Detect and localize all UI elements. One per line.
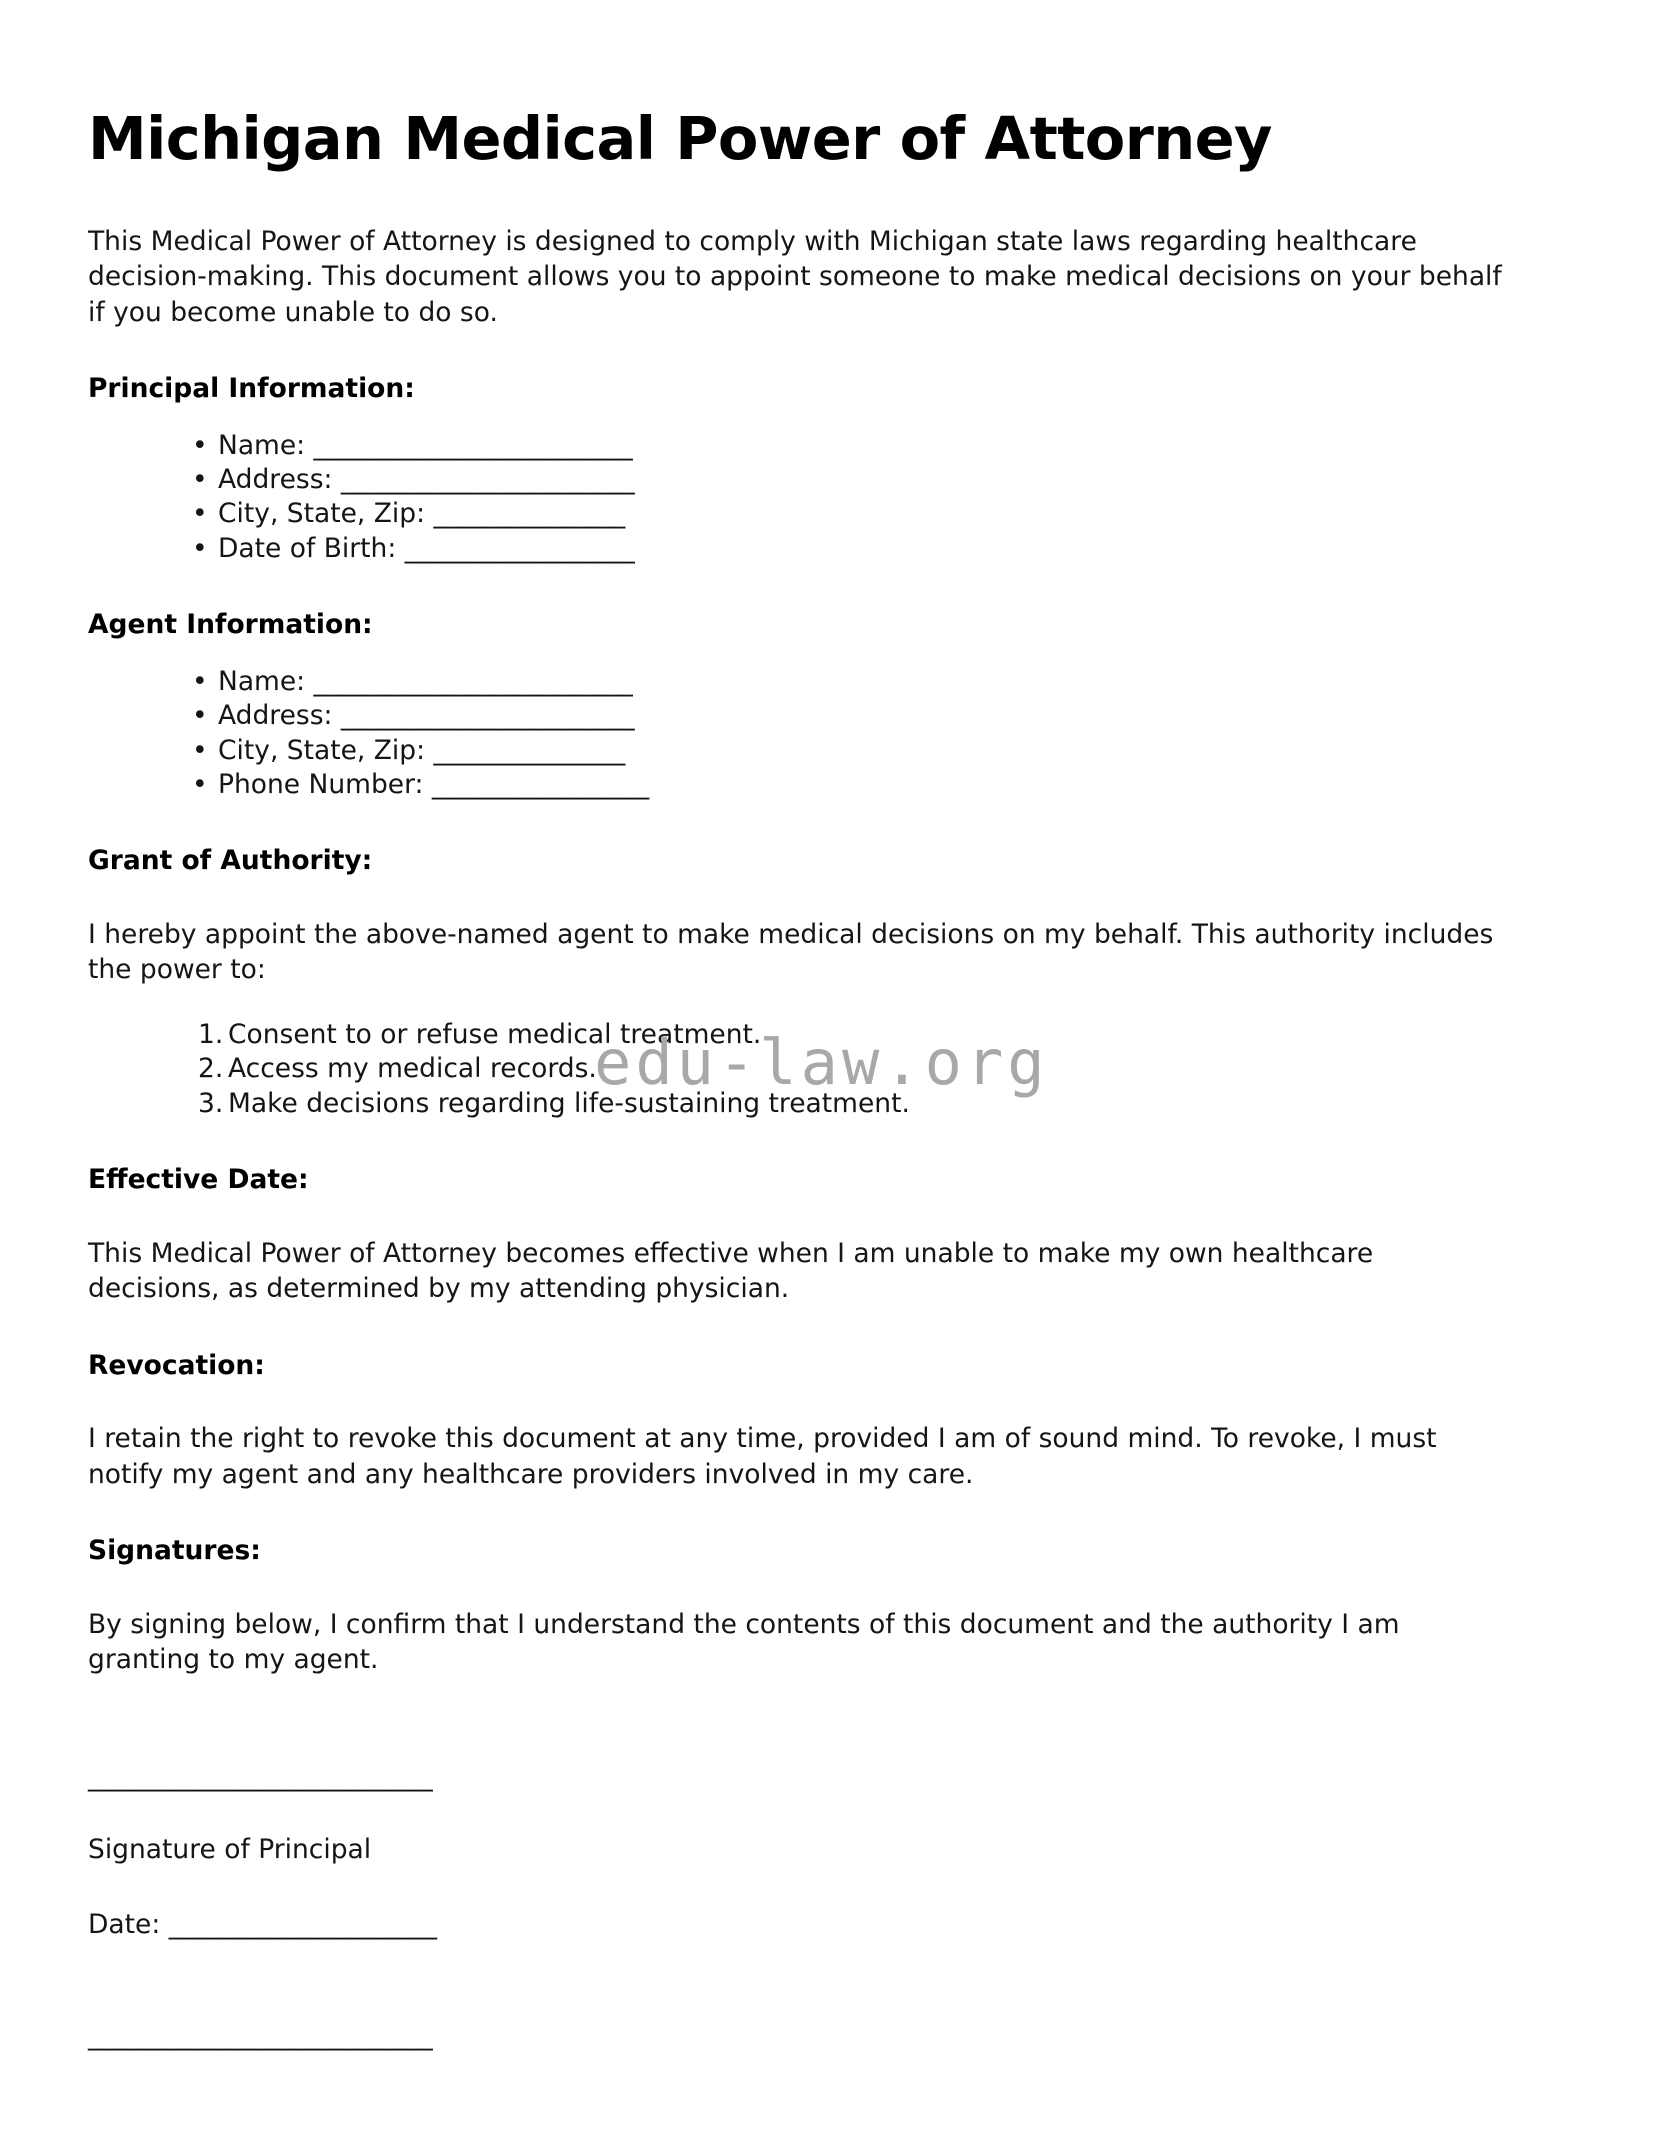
grant-of-authority-body: I hereby appoint the above-named agent to make medical decisions on my behalf. This authority includes the power to:: [88, 918, 1494, 986]
section-heading-revocation: Revocation:: [88, 1349, 265, 1381]
list-item: [192, 734, 1512, 768]
list-item: [192, 665, 1512, 699]
section-heading-signatures: Signatures:: [88, 1535, 261, 1567]
list-item: [192, 699, 1512, 733]
field-label: Name:: [218, 665, 306, 697]
bullet-icon: •: [192, 532, 208, 564]
bullet-icon: •: [192, 463, 208, 495]
field-blank-line[interactable]: _______________: [433, 734, 625, 766]
list-item-text: Access my medical records.: [228, 1053, 597, 1085]
field-label: City, State, Zip:: [218, 498, 426, 530]
list-number: 3.: [198, 1087, 224, 1119]
date-blank-line[interactable]: _____________________: [168, 1909, 437, 1941]
field-blank-line[interactable]: _________________________: [313, 429, 633, 461]
principal-signature-line[interactable]: ___________________________: [88, 1760, 433, 1792]
section-heading-principal-information: Principal Information:: [88, 373, 415, 405]
principal-date-line: [88, 1907, 1512, 1943]
field-blank-line[interactable]: _________________: [431, 769, 649, 801]
section-heading-grant-of-authority: Grant of Authority:: [88, 845, 373, 877]
field-blank-line[interactable]: _______________: [433, 498, 625, 530]
date-label: Date:: [88, 1909, 161, 1941]
list-item-text: Consent to or refuse medical treatment.: [228, 1018, 762, 1050]
intro-paragraph: This Medical Power of Attorney is designed to comply with Michigan state laws regarding healthcare decision-making. This document allows you to appoint someone to make medical decisions on your behalf if you become unable to do so.: [88, 225, 1502, 328]
field-label: City, State, Zip:: [218, 734, 426, 766]
signatures-body: By signing below, I confirm that I understand the contents of this document and the authority I am granting to my agent.: [88, 1608, 1400, 1676]
list-item-text: Make decisions regarding life-sustaining treatment.: [228, 1087, 910, 1119]
field-label: Date of Birth:: [218, 532, 397, 564]
list-number: 1.: [198, 1018, 224, 1050]
agent-information-fields: [88, 665, 1512, 803]
list-item: [192, 532, 1512, 566]
granted-powers-list: [88, 1018, 1512, 1121]
list-item: [192, 429, 1512, 463]
bullet-icon: •: [192, 498, 208, 530]
field-blank-line[interactable]: _______________________: [340, 463, 635, 495]
list-item: [192, 463, 1512, 497]
document-body: [88, 0, 1512, 2053]
site-watermark: edu-law.org: [594, 1026, 1049, 1099]
witness-signature-line[interactable]: ___________________________: [88, 2019, 433, 2051]
section-heading-agent-information: Agent Information:: [88, 609, 373, 641]
bullet-icon: •: [192, 734, 208, 766]
field-label: Phone Number:: [218, 769, 424, 801]
list-item: [198, 1052, 1512, 1086]
list-number: 2.: [198, 1053, 224, 1085]
bullet-icon: •: [192, 769, 208, 801]
field-label: Name:: [218, 429, 306, 461]
bullet-icon: •: [192, 429, 208, 461]
page-title: Michigan Medical Power of Attorney: [88, 104, 1272, 173]
principal-information-fields: [88, 429, 1512, 567]
effective-date-body: This Medical Power of Attorney becomes effective when I am unable to make my own healthcare decisions, as determined by my attending physician.: [88, 1237, 1374, 1305]
field-label: Address:: [218, 463, 333, 495]
field-blank-line[interactable]: _______________________: [340, 700, 635, 732]
list-item: [198, 1087, 1512, 1121]
bullet-icon: •: [192, 700, 208, 732]
field-blank-line[interactable]: _________________________: [313, 665, 633, 697]
list-item: [192, 497, 1512, 531]
field-label: Address:: [218, 700, 333, 732]
list-item: [192, 768, 1512, 802]
bullet-icon: •: [192, 665, 208, 697]
principal-signature-caption: Signature of Principal: [88, 1833, 372, 1865]
revocation-body: I retain the right to revoke this document at any time, provided I am of sound mind. To revoke, I must notify my agent and any healthcare providers involved in my care.: [88, 1423, 1437, 1490]
section-heading-effective-date: Effective Date:: [88, 1164, 309, 1196]
list-item: [198, 1018, 1512, 1052]
field-blank-line[interactable]: __________________: [404, 532, 635, 564]
